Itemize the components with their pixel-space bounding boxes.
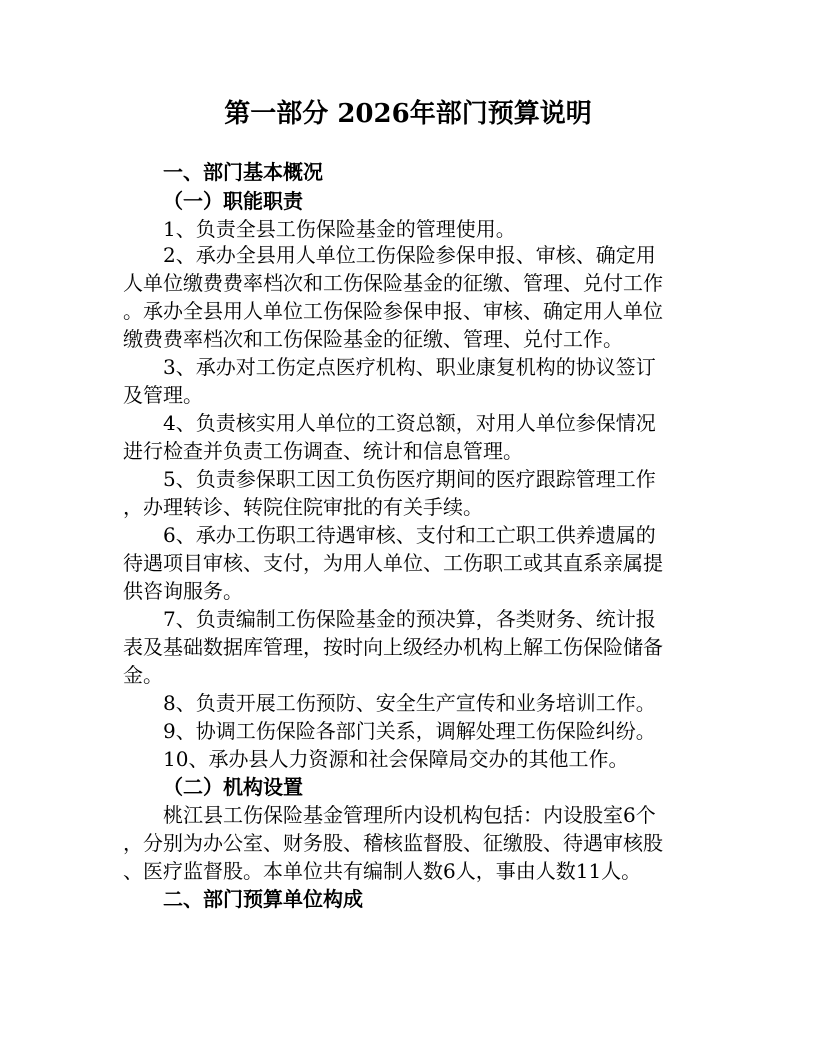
- duty-item-6-line-3: 供咨询服务。: [123, 579, 243, 603]
- duty-item-7-line-1: 7、负责编制工伤保险基金的预决算，各类财务、统计报: [163, 607, 656, 631]
- duty-item-4-line-1: 4、负责核实用人单位的工资总额，对用人单位参保情况: [163, 411, 656, 435]
- duty-item-10: 10、承办县人力资源和社会保障局交办的其他工作。: [163, 747, 629, 771]
- duty-item-7-line-3: 金。: [123, 663, 163, 687]
- org-paragraph-line-1: 桃江县工伤保险基金管理所内设机构包括：内设股室6个: [163, 803, 656, 827]
- duty-item-8: 8、负责开展工伤预防、安全生产宣传和业务培训工作。: [163, 691, 656, 715]
- duty-item-7-line-2: 表及基础数据库管理，按时向上级经办机构上解工伤保险储备: [123, 635, 663, 659]
- org-paragraph-line-3: 、医疗监督股。本单位共有编制人数6人，事由人数11人。: [123, 859, 642, 883]
- duty-item-3-line-1: 3、承办对工伤定点医疗机构、职业康复机构的协议签订: [163, 355, 656, 379]
- duty-item-1: 1、负责全县工伤保险基金的管理使用。: [163, 217, 516, 241]
- duty-item-3-line-2: 及管理。: [123, 383, 203, 407]
- duty-item-2-line-1: 2、承办全县用人单位工伤保险参保申报、审核、确定用: [163, 243, 656, 267]
- duty-item-2-line-3: 。承办全县用人单位工伤保险参保申报、审核、确定用人单位: [123, 299, 663, 323]
- duty-item-6-line-1: 6、承办工伤职工待遇审核、支付和工亡职工供养遗属的: [163, 523, 656, 547]
- duty-item-2-line-4: 缴费费率档次和工伤保险基金的征缴、管理、兑付工作。: [123, 327, 623, 351]
- subsection-heading-organization: （二）机构设置: [163, 775, 303, 799]
- subsection-heading-duties: （一）职能职责: [163, 189, 303, 213]
- duty-item-4-line-2: 进行检查并负责工伤调查、统计和信息管理。: [123, 439, 523, 463]
- section-heading-overview: 一、部门基本概况: [163, 160, 323, 184]
- duty-item-2-line-2: 人单位缴费费率档次和工伤保险基金的征缴、管理、兑付工作: [123, 271, 663, 295]
- page-title: 第一部分 2026年部门预算说明: [224, 99, 592, 129]
- duty-item-6-line-2: 待遇项目审核、支付，为用人单位、工伤职工或其直系亲属提: [123, 551, 663, 575]
- duty-item-5-line-2: ，办理转诊、转院住院审批的有关手续。: [123, 495, 483, 519]
- duty-item-9: 9、协调工伤保险各部门关系，调解处理工伤保险纠纷。: [163, 719, 656, 743]
- org-paragraph-line-2: ，分别为办公室、财务股、稽核监督股、征缴股、待遇审核股: [123, 831, 663, 855]
- section-heading-budget-units: 二、部门预算单位构成: [163, 887, 363, 911]
- duty-item-5-line-1: 5、负责参保职工因工负伤医疗期间的医疗跟踪管理工作: [163, 467, 656, 491]
